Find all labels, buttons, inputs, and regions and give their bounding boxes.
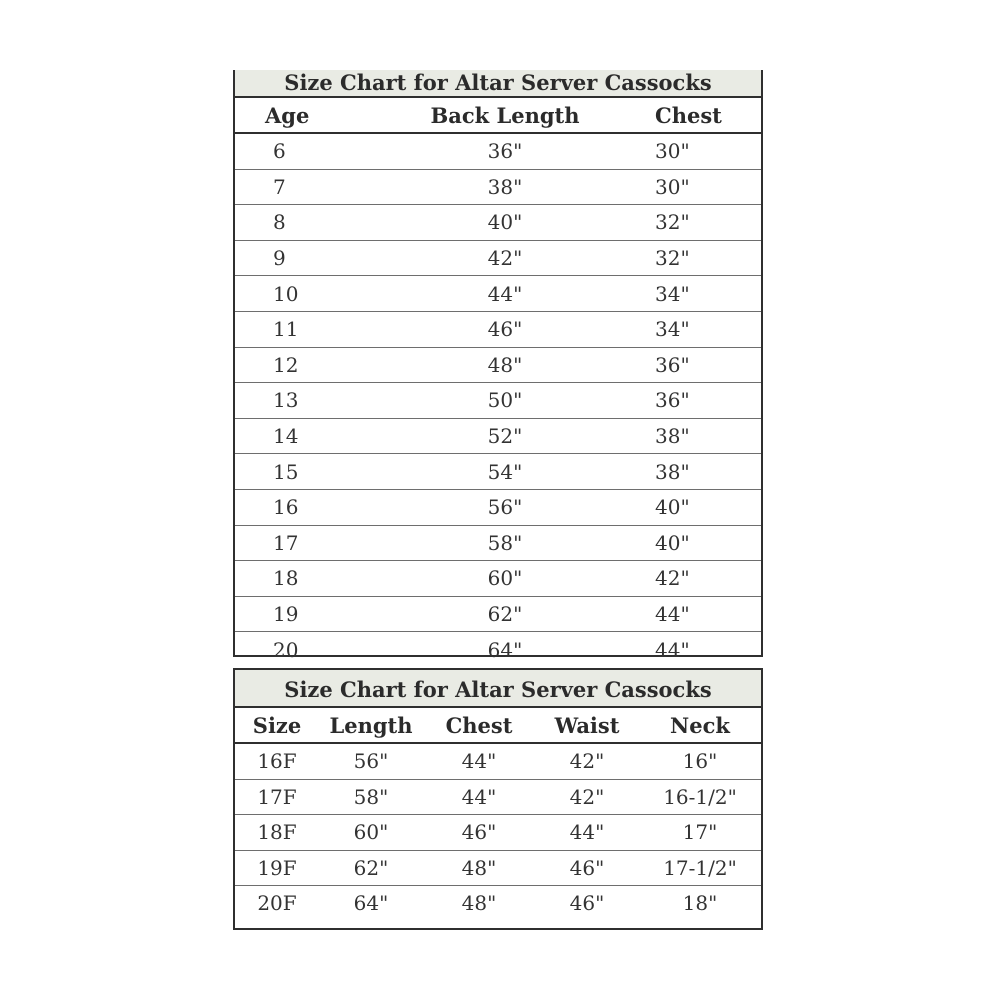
table-row: [235, 276, 761, 312]
age-cell: 16: [235, 489, 355, 525]
chest-cell: 46": [423, 815, 535, 851]
size-chart-body: [235, 743, 761, 921]
neck-cell: 16-1/2": [639, 779, 761, 815]
chest-cell: 42": [655, 561, 761, 597]
back-length-cell: 38": [355, 169, 655, 205]
chest-cell: 44": [423, 743, 535, 779]
age-cell: 17: [235, 525, 355, 561]
age-cell: 12: [235, 347, 355, 383]
length-cell: 64": [353, 891, 389, 916]
length-cell: 60": [319, 815, 423, 851]
chest-cell: 38": [655, 454, 761, 490]
age-chart-title: Size Chart for Altar Server Cassocks: [235, 70, 761, 98]
age-cell: 10: [235, 276, 355, 312]
back-length-cell: 58": [355, 525, 655, 561]
column-header-neck: Neck: [639, 708, 761, 743]
waist-cell: 46": [569, 891, 605, 916]
chest-cell: 44": [655, 596, 761, 632]
back-length-cell: 48": [355, 347, 655, 383]
size-cell: 16F: [235, 743, 319, 779]
table-row: [235, 886, 761, 921]
age-cell: 19: [235, 596, 355, 632]
length-cell: 58": [319, 779, 423, 815]
table-row: [235, 347, 761, 383]
table-row: [235, 240, 761, 276]
table-row: [235, 418, 761, 454]
column-header-waist: Waist: [535, 708, 639, 743]
table-row: [235, 205, 761, 241]
column-header-chest: Chest: [655, 98, 761, 133]
back-length-cell: 36": [355, 133, 655, 169]
column-header-size: Size: [235, 708, 319, 743]
table-row: [235, 850, 761, 886]
table-row: [235, 561, 761, 597]
column-header-back-length: Back Length: [355, 98, 655, 133]
chest-cell: 40": [655, 489, 761, 525]
chest-cell: 30": [655, 133, 761, 169]
neck-cell: 18": [682, 891, 718, 916]
chest-cell: 32": [655, 205, 761, 241]
age-cell: 18: [235, 561, 355, 597]
back-length-cell: 52": [355, 418, 655, 454]
table-row: [235, 133, 761, 169]
age-cell: 14: [235, 418, 355, 454]
age-chart-body: [235, 133, 761, 667]
back-length-cell: 62": [355, 596, 655, 632]
table-row: [235, 454, 761, 490]
age-cell: 6: [235, 133, 355, 169]
length-cell: 62": [319, 850, 423, 886]
table-row: [235, 311, 761, 347]
age-cell: 15: [235, 454, 355, 490]
back-length-cell: 44": [355, 276, 655, 312]
chest-cell: 34": [655, 311, 761, 347]
back-length-cell: 64": [487, 637, 523, 662]
neck-cell: 17": [639, 815, 761, 851]
waist-cell: 42": [535, 743, 639, 779]
back-length-cell: 40": [355, 205, 655, 241]
neck-cell: 17-1/2": [639, 850, 761, 886]
table-row: [235, 596, 761, 632]
chest-cell: 34": [655, 276, 761, 312]
size-cell: 17F: [235, 779, 319, 815]
age-cell: 7: [235, 169, 355, 205]
waist-cell: 46": [535, 850, 639, 886]
table-row: [235, 169, 761, 205]
chest-cell: 44": [655, 637, 690, 662]
chest-cell: 48": [461, 891, 497, 916]
chest-cell: 30": [655, 169, 761, 205]
chest-cell: 36": [655, 347, 761, 383]
chest-cell: 40": [655, 525, 761, 561]
size-cell: 19F: [235, 850, 319, 886]
chest-cell: 44": [423, 779, 535, 815]
table-row: [235, 779, 761, 815]
table-row: [235, 489, 761, 525]
back-length-cell: 54": [355, 454, 655, 490]
size-cell: 18F: [235, 815, 319, 851]
age-cell: 11: [235, 311, 355, 347]
back-length-cell: 50": [355, 383, 655, 419]
age-chart-header-row: [235, 98, 761, 133]
size-cell: 20F: [257, 891, 297, 916]
column-header-age: Age: [235, 98, 355, 133]
size-chart-table: [235, 708, 761, 921]
table-row: [235, 525, 761, 561]
neck-cell: 16": [639, 743, 761, 779]
waist-cell: 44": [535, 815, 639, 851]
lettered-size-chart: [233, 668, 763, 930]
table-row: [235, 743, 761, 779]
back-length-cell: 46": [355, 311, 655, 347]
chest-cell: 38": [655, 418, 761, 454]
back-length-cell: 60": [355, 561, 655, 597]
waist-cell: 42": [535, 779, 639, 815]
age-cell: 8: [235, 205, 355, 241]
size-chart-header-row: [235, 708, 761, 743]
chest-cell: 48": [423, 850, 535, 886]
age-cell: 9: [235, 240, 355, 276]
column-header-length: Length: [319, 708, 423, 743]
length-cell: 56": [319, 743, 423, 779]
age-size-chart: [233, 70, 763, 662]
back-length-cell: 42": [355, 240, 655, 276]
table-row: [235, 632, 761, 667]
age-cell: 20: [273, 637, 299, 662]
age-chart-table: [235, 98, 761, 667]
age-cell: 13: [235, 383, 355, 419]
chest-cell: 32": [655, 240, 761, 276]
back-length-cell: 56": [355, 489, 655, 525]
table-row: [235, 383, 761, 419]
size-chart-title: Size Chart for Altar Server Cassocks: [235, 670, 761, 708]
table-row: [235, 815, 761, 851]
chest-cell: 36": [655, 383, 761, 419]
column-header-chest: Chest: [423, 708, 535, 743]
